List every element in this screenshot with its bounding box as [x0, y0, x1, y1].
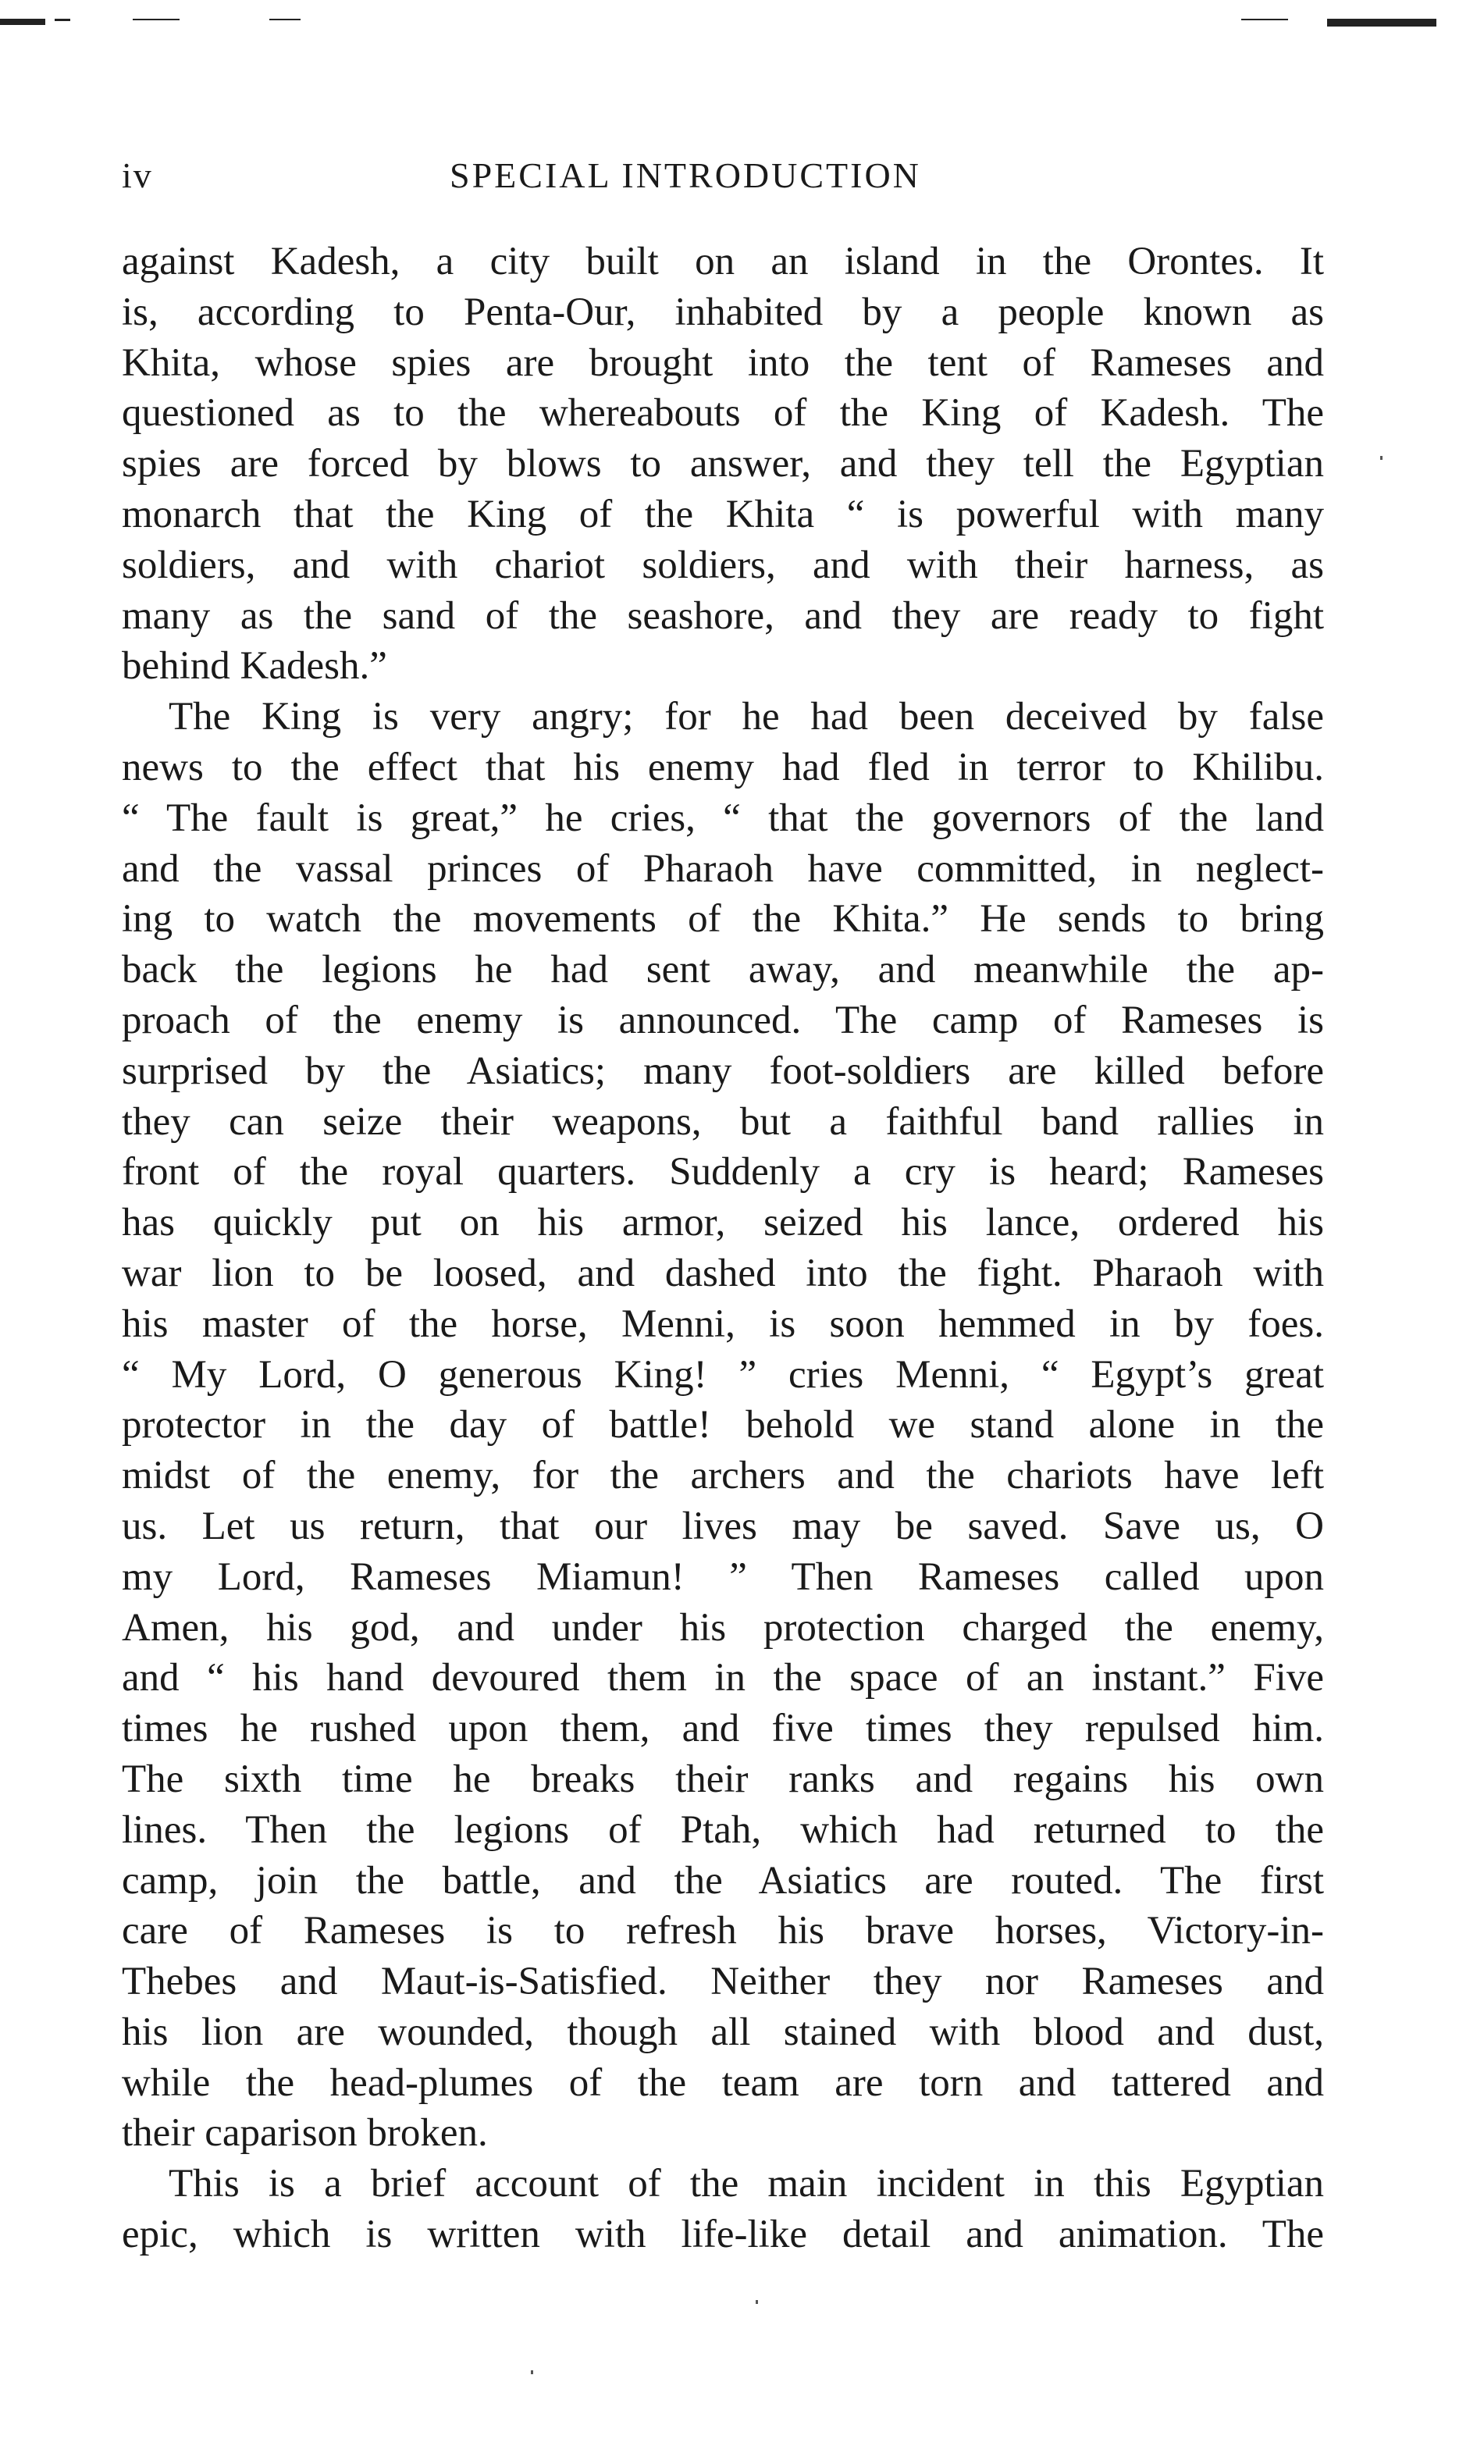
text-line: Amen, his god, and under his protection charged the enemy, — [122, 1605, 1324, 1650]
text-line: his lion are wounded, though all stained with blood and dust, — [122, 2010, 1324, 2054]
text-line: Thebes and Maut-is-Satisfied. Neither they nor Rameses and — [122, 1960, 1324, 2004]
scan-mark — [55, 19, 70, 21]
text-line: my Lord, Rameses Miamun! ” Then Rameses called upon — [122, 1554, 1324, 1599]
text-line: many as the sand of the seashore, and they are ready to fight — [122, 593, 1324, 638]
text-line: ing to watch the movements of the Khita.” He sends to bring — [122, 897, 1324, 942]
text-line: questioned as to the whereabouts of the King of Kadesh. The — [122, 391, 1324, 436]
text-line: “ The fault is great,” he cries, “ that the governors of the land — [122, 796, 1324, 840]
page-number: iv — [122, 155, 153, 195]
scan-speck — [531, 2370, 533, 2374]
text-line: times he rushed upon them, and five times they repulsed him. — [122, 1707, 1324, 1751]
text-line: back the legions he had sent away, and meanwhile the ap- — [122, 948, 1324, 992]
text-line: war lion to be loosed, and dashed into the fight. Pharaoh with — [122, 1251, 1324, 1295]
text-line: behind Kadesh.” — [122, 644, 387, 689]
text-line: This is a brief account of the main incident in this Egyptian — [169, 2162, 1324, 2206]
text-line: us. Let us return, that our lives may be saved. Save us, O — [122, 1504, 1324, 1548]
text-line: while the head-plumes of the team are torn and tattered and — [122, 2060, 1324, 2105]
body-text — [122, 237, 1324, 2260]
text-line: protector in the day of battle! behold we stand alone in the — [122, 1403, 1324, 1447]
scan-speck — [1380, 456, 1383, 460]
scan-mark — [133, 19, 180, 20]
text-line: The King is very angry; for he had been deceived by false — [169, 695, 1324, 739]
text-line: camp, join the battle, and the Asiatics are routed. The first — [122, 1858, 1324, 1903]
scan-artifacts-top — [0, 11, 1484, 34]
running-title: SPECIAL INTRODUCTION — [450, 155, 921, 195]
scan-mark — [1241, 19, 1288, 20]
text-line: soldiers, and with chariot soldiers, and with their harness, as — [122, 543, 1324, 587]
text-line: Khita, whose spies are brought into the tent of Rameses and — [122, 340, 1324, 385]
text-line: and the vassal princes of Pharaoh have committed, in neglect- — [122, 846, 1324, 891]
scan-mark — [0, 19, 45, 25]
text-line: “ My Lord, O generous King! ” cries Menni, “ Egypt’s great — [122, 1352, 1324, 1397]
scan-mark — [1327, 19, 1436, 27]
text-line: monarch that the King of the Khita “ is powerful with many — [122, 492, 1324, 536]
text-line: The sixth time he breaks their ranks and regains his own — [122, 1757, 1324, 1801]
text-line: proach of the enemy is announced. The camp of Rameses is — [122, 998, 1324, 1042]
text-line: midst of the enemy, for the archers and the chariots have left — [122, 1454, 1324, 1498]
text-line: front of the royal quarters. Suddenly a cry is heard; Rameses — [122, 1150, 1324, 1195]
page-header — [122, 148, 1324, 203]
text-line: their caparison broken. — [122, 2111, 488, 2156]
scan-mark — [269, 19, 301, 20]
text-line: lines. Then the legions of Ptah, which had returned to the — [122, 1807, 1324, 1852]
text-line: they can seize their weapons, but a faithful band rallies in — [122, 1099, 1324, 1144]
text-line: is, according to Penta-Our, inhabited by a people known as — [122, 290, 1324, 334]
text-line: spies are forced by blows to answer, and they tell the Egyptian — [122, 442, 1324, 486]
text-line: against Kadesh, a city built on an island in the Orontes. It — [122, 240, 1324, 283]
text-line: and “ his hand devoured them in the space of an instant.” Five — [122, 1656, 1324, 1700]
text-line: epic, which is written with life-like detail and animation. The — [122, 2213, 1324, 2257]
text-line: his master of the horse, Menni, is soon hemmed in by foes. — [122, 1301, 1324, 1346]
text-line: news to the effect that his enemy had fled in terror to Khilibu. — [122, 745, 1324, 789]
text-line: surprised by the Asiatics; many foot-soldiers are killed before — [122, 1049, 1324, 1093]
text-line: has quickly put on his armor, seized his lance, ordered his — [122, 1201, 1324, 1245]
scan-speck — [756, 2300, 758, 2304]
text-line: care of Rameses is to refresh his brave horses, Victory-in- — [122, 1909, 1324, 1953]
